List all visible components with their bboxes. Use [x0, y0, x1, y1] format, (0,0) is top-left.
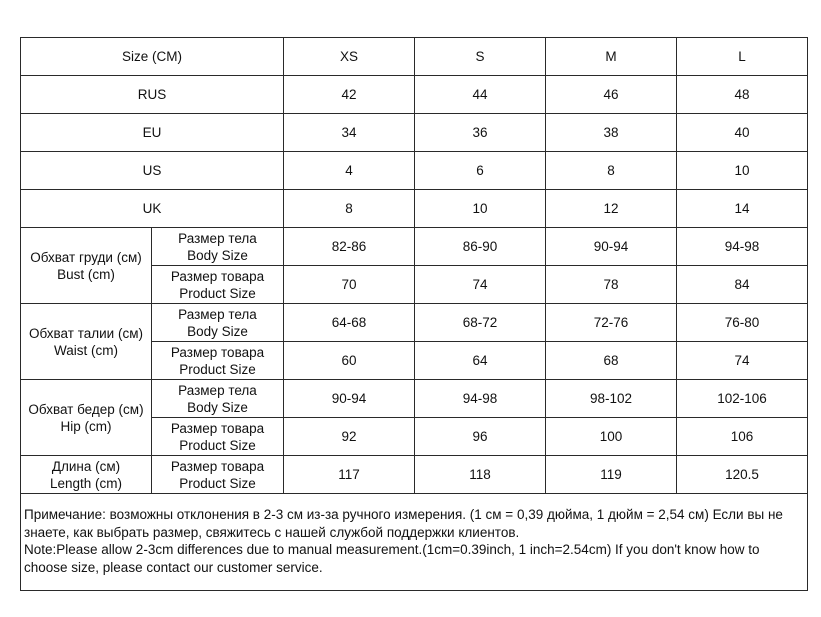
measure-value: 92	[284, 418, 415, 456]
size-value: 34	[284, 114, 415, 152]
note-en: Note:Please allow 2-3cm differences due to manual measurement.(1cm=0.39inch, 1 inch=2.54cm) If you don't know how to choose size, please contact our customer service.	[24, 542, 760, 575]
size-value: 42	[284, 76, 415, 114]
measure-type-en: Product Size	[179, 475, 256, 491]
measure-value: 120.5	[677, 456, 808, 494]
length-label	[21, 456, 152, 494]
measure-value: 64-68	[284, 304, 415, 342]
waist-label	[21, 304, 152, 380]
header-row	[21, 38, 808, 76]
measure-value: 106	[677, 418, 808, 456]
measure-type	[152, 304, 284, 342]
measure-value: 68-72	[415, 304, 546, 342]
measure-value: 72-76	[546, 304, 677, 342]
size-value: 10	[677, 152, 808, 190]
measure-type	[152, 380, 284, 418]
measure-type-en: Product Size	[179, 361, 256, 377]
size-system-label: RUS	[21, 76, 284, 114]
measure-value: 118	[415, 456, 546, 494]
measure-value: 60	[284, 342, 415, 380]
size-value: 36	[415, 114, 546, 152]
measurement-label-ru: Обхват бедер (см)	[28, 401, 144, 417]
bust-body-row	[21, 228, 808, 266]
measure-type-en: Product Size	[179, 285, 256, 301]
size-chart-body	[21, 38, 808, 591]
size-value: 44	[415, 76, 546, 114]
measure-type-ru: Размер товара	[170, 344, 265, 360]
measure-value: 94-98	[677, 228, 808, 266]
measure-type-ru: Размер товара	[170, 420, 265, 436]
size-system-row-uk	[21, 190, 808, 228]
measure-value: 74	[415, 266, 546, 304]
measure-type-en: Body Size	[187, 323, 248, 339]
size-system-row-eu	[21, 114, 808, 152]
measure-value: 90-94	[284, 380, 415, 418]
measure-value: 70	[284, 266, 415, 304]
size-l-header: L	[677, 38, 808, 76]
size-m-header: M	[546, 38, 677, 76]
measurement-label-en: Hip (cm)	[60, 418, 112, 434]
size-value: 40	[677, 114, 808, 152]
size-value: 46	[546, 76, 677, 114]
measurement-label-en: Length (cm)	[49, 475, 123, 491]
hip-body-row	[21, 380, 808, 418]
measure-value: 76-80	[677, 304, 808, 342]
size-system-label: EU	[21, 114, 284, 152]
size-value: 48	[677, 76, 808, 114]
size-value: 8	[284, 190, 415, 228]
hip-label	[21, 380, 152, 456]
size-xs-header: XS	[284, 38, 415, 76]
measure-type-ru: Размер тела	[178, 306, 257, 322]
measure-value: 78	[546, 266, 677, 304]
measure-value: 82-86	[284, 228, 415, 266]
size-value: 6	[415, 152, 546, 190]
measure-type	[152, 228, 284, 266]
measure-value: 98-102	[546, 380, 677, 418]
bust-label	[21, 228, 152, 304]
measure-type-en: Body Size	[187, 399, 248, 415]
size-value: 38	[546, 114, 677, 152]
size-system-label: US	[21, 152, 284, 190]
note-ru: Примечание: возможны отклонения в 2-3 см из-за ручного измерения. (1 см = 0,39 дюйма, 1 дюйм = 2,54 см) Если вы не знаете, как выбрать размер, свяжитесь с нашей службой поддержки клиентов.	[24, 507, 783, 540]
measure-value: 94-98	[415, 380, 546, 418]
size-system-row-rus	[21, 76, 808, 114]
header-label: Size (CM)	[21, 38, 284, 76]
measurement-label-ru: Обхват груди (см)	[30, 249, 142, 265]
measure-value: 102-106	[677, 380, 808, 418]
measure-value: 64	[415, 342, 546, 380]
size-value: 10	[415, 190, 546, 228]
measurement-label-en: Waist (cm)	[54, 342, 118, 358]
measure-type-en: Product Size	[179, 437, 256, 453]
measure-value: 68	[546, 342, 677, 380]
size-value: 12	[546, 190, 677, 228]
measurement-label-en: Bust (cm)	[57, 266, 115, 282]
measure-value: 90-94	[546, 228, 677, 266]
size-s-header: S	[415, 38, 546, 76]
measurement-note	[21, 494, 808, 591]
measurement-label-ru: Обхват талии (см)	[29, 325, 143, 341]
size-chart-table	[20, 37, 808, 591]
size-system-label: UK	[21, 190, 284, 228]
measure-type	[152, 456, 284, 494]
measure-type	[152, 342, 284, 380]
measure-type-en: Body Size	[187, 247, 248, 263]
size-value: 14	[677, 190, 808, 228]
measure-value: 96	[415, 418, 546, 456]
length-product-row	[21, 456, 808, 494]
measure-type-ru: Размер тела	[178, 382, 257, 398]
measure-value: 86-90	[415, 228, 546, 266]
measure-value: 117	[284, 456, 415, 494]
note-row	[21, 494, 808, 591]
waist-body-row	[21, 304, 808, 342]
measure-value: 119	[546, 456, 677, 494]
measure-value: 100	[546, 418, 677, 456]
size-value: 4	[284, 152, 415, 190]
measure-value: 84	[677, 266, 808, 304]
measure-type	[152, 418, 284, 456]
size-system-row-us	[21, 152, 808, 190]
measure-type-ru: Размер товара	[170, 458, 265, 474]
size-value: 8	[546, 152, 677, 190]
measure-value: 74	[677, 342, 808, 380]
measure-type-ru: Размер тела	[178, 230, 257, 246]
measure-type-ru: Размер товара	[170, 268, 265, 284]
measure-type	[152, 266, 284, 304]
measurement-label-ru: Длина (см)	[51, 458, 121, 474]
